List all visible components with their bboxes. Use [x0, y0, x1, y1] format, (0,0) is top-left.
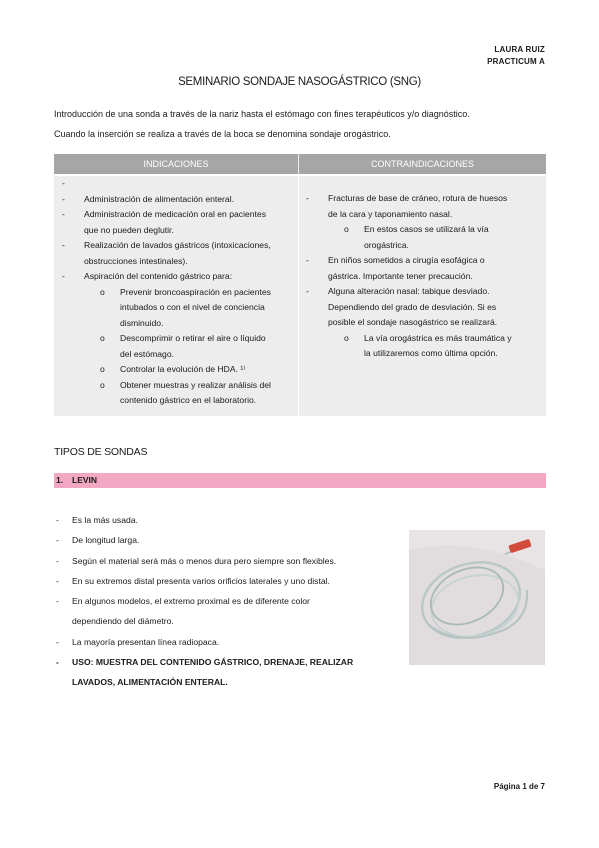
indication-line: Controlar la evolución de HDA. ¹⁾: [120, 364, 246, 374]
levin-tube-photo: [409, 530, 545, 665]
indication-item: [60, 207, 296, 238]
dash-bullet-icon: -: [306, 255, 309, 265]
indication-sub-item: [60, 331, 296, 362]
sonda-feature-line: Es la más usada.: [72, 515, 138, 525]
dash-bullet-icon: -: [306, 286, 309, 296]
indication-item: [60, 176, 296, 192]
dash-bullet-icon: -: [56, 555, 59, 566]
indication-line: Realización de lavados gástricos (intoxicaciones,: [84, 240, 271, 250]
table-divider-vertical: [298, 174, 299, 416]
author-name: LAURA RUIZ: [494, 45, 545, 54]
section-title: TIPOS DE SONDAS: [54, 446, 148, 458]
sonda-feature-line: En algunos modelos, el extremo proximal es de diferente color: [72, 596, 310, 607]
circle-bullet-icon: o: [100, 333, 105, 343]
sonda-usage-item: [54, 652, 394, 693]
contraindication-line: la utilizaremos como última opción.: [364, 348, 498, 358]
indication-line: intubados o con el nivel de conciencia: [120, 302, 265, 312]
dash-bullet-icon: -: [306, 193, 309, 203]
indications-table: [54, 154, 546, 416]
table-header-indicaciones: INDICACIONES: [54, 154, 298, 174]
contraindications-cell: [304, 191, 540, 362]
intro-paragraph-1: Introducción de una sonda a través de la nariz hasta el estómago con fines terapéuticos y/o diagnóstico.: [54, 109, 470, 119]
contraindication-line: Alguna alteración nasal: tabique desviado.: [328, 286, 490, 296]
course-name: PRACTICUM A: [487, 57, 545, 66]
indication-line: Obtener muestras y realizar análisis del: [120, 379, 271, 390]
sonda-feature-line: USO: MUESTRA DEL CONTENIDO GÁSTRICO, DRENAJE, REALIZAR: [72, 657, 354, 668]
sonda-feature-item: [54, 591, 394, 632]
indication-line: disminuido.: [120, 317, 164, 328]
levin-tube-illustration: [409, 530, 545, 665]
dash-bullet-icon: -: [62, 209, 65, 219]
contraindication-item: [304, 284, 540, 331]
dash-bullet-icon: -: [56, 515, 59, 525]
indication-line: [84, 176, 296, 192]
contraindication-line: En estos casos se utilizará la vía: [364, 224, 489, 234]
contraindication-line: de la cara y taponamiento nasal.: [328, 208, 453, 219]
indication-line: Prevenir broncoaspiración en pacientes: [120, 286, 271, 297]
dash-bullet-icon: -: [62, 271, 65, 281]
indication-line: que no pueden deglutir.: [84, 224, 174, 235]
indication-line: obstrucciones intestinales).: [84, 255, 188, 266]
sonda-feature-line: En su extremos distal presenta varios orificios laterales y uno distal.: [72, 575, 330, 586]
indication-item: [60, 269, 296, 285]
sonda-name: LEVIN: [72, 475, 98, 485]
indication-sub-item: [60, 378, 296, 409]
circle-bullet-icon: o: [100, 286, 105, 297]
contraindication-line: En niños sometidos a cirugía esofágica o: [328, 255, 485, 265]
indication-line: del estómago.: [120, 348, 174, 359]
intro-paragraph-2: Cuando la inserción se realiza a través de la boca se denomina sondaje orogástrico.: [54, 129, 391, 139]
dash-bullet-icon: -: [56, 657, 59, 668]
circle-bullet-icon: o: [100, 364, 105, 374]
sonda-feature-item: [54, 510, 394, 530]
sonda-features-list: [54, 510, 394, 693]
indication-line: Administración de alimentación enteral.: [84, 193, 234, 204]
indication-sub-item: [60, 285, 296, 332]
contraindication-line: orogástrica.: [364, 239, 409, 250]
contraindication-item: [304, 191, 540, 222]
indication-line: Descomprimir o retirar el aire o líquido: [120, 333, 266, 343]
sonda-feature-item: [54, 530, 394, 550]
contraindication-line: La vía orogástrica es más traumática y: [364, 332, 512, 343]
document-title: SEMINARIO SONDAJE NASOGÁSTRICO (SNG): [178, 76, 421, 88]
sonda-feature-line: La mayoría presentan línea radiopaca.: [72, 636, 220, 647]
sonda-feature-item: [54, 551, 394, 571]
circle-bullet-icon: o: [344, 224, 349, 234]
indication-item: [60, 192, 296, 208]
table-header-contraindicaciones: CONTRAINDICACIONES: [299, 154, 546, 174]
dash-bullet-icon: -: [62, 193, 65, 204]
contraindication-line: posible el sondaje nasogástrico se realizará.: [328, 317, 498, 327]
dash-bullet-icon: -: [56, 575, 59, 586]
contraindication-line: gástrica. Importante tener precaución.: [328, 270, 473, 281]
dash-bullet-icon: -: [62, 178, 65, 188]
sonda-feature-line: LAVADOS, ALIMENTACIÓN ENTERAL.: [72, 677, 228, 688]
contraindication-line: Dependiendo del grado de desviación. Si es: [328, 301, 497, 312]
document-header: [487, 44, 545, 68]
page-number: Página 1 de 7: [493, 782, 545, 791]
indication-line: Aspiración del contenido gástrico para:: [84, 271, 233, 281]
contraindication-line: Fracturas de base de cráneo, rotura de huesos: [328, 193, 508, 203]
circle-bullet-icon: o: [100, 379, 105, 390]
indication-line: contenido gástrico en el laboratorio.: [120, 395, 257, 405]
contraindication-sub-item: [304, 222, 540, 253]
sonda-feature-item: [54, 632, 394, 652]
dash-bullet-icon: -: [62, 240, 65, 250]
dash-bullet-icon: -: [56, 596, 59, 607]
indication-sub-item: [60, 362, 296, 378]
indication-line: Administración de medicación oral en pacientes: [84, 209, 267, 219]
contraindication-item: [304, 253, 540, 284]
sonda-heading: [54, 473, 546, 488]
sonda-feature-item: [54, 571, 394, 591]
indication-item: [60, 238, 296, 269]
sonda-feature-line: Según el material será más o menos dura pero siempre son flexibles.: [72, 555, 337, 566]
indications-cell: [60, 176, 296, 409]
sonda-feature-line: dependiendo del diámetro.: [72, 616, 174, 627]
circle-bullet-icon: o: [344, 332, 349, 343]
sonda-feature-line: De longitud larga.: [72, 535, 140, 546]
dash-bullet-icon: -: [56, 535, 59, 546]
dash-bullet-icon: -: [56, 636, 59, 647]
sonda-number: 1.: [56, 475, 64, 485]
contraindication-sub-item: [304, 331, 540, 362]
